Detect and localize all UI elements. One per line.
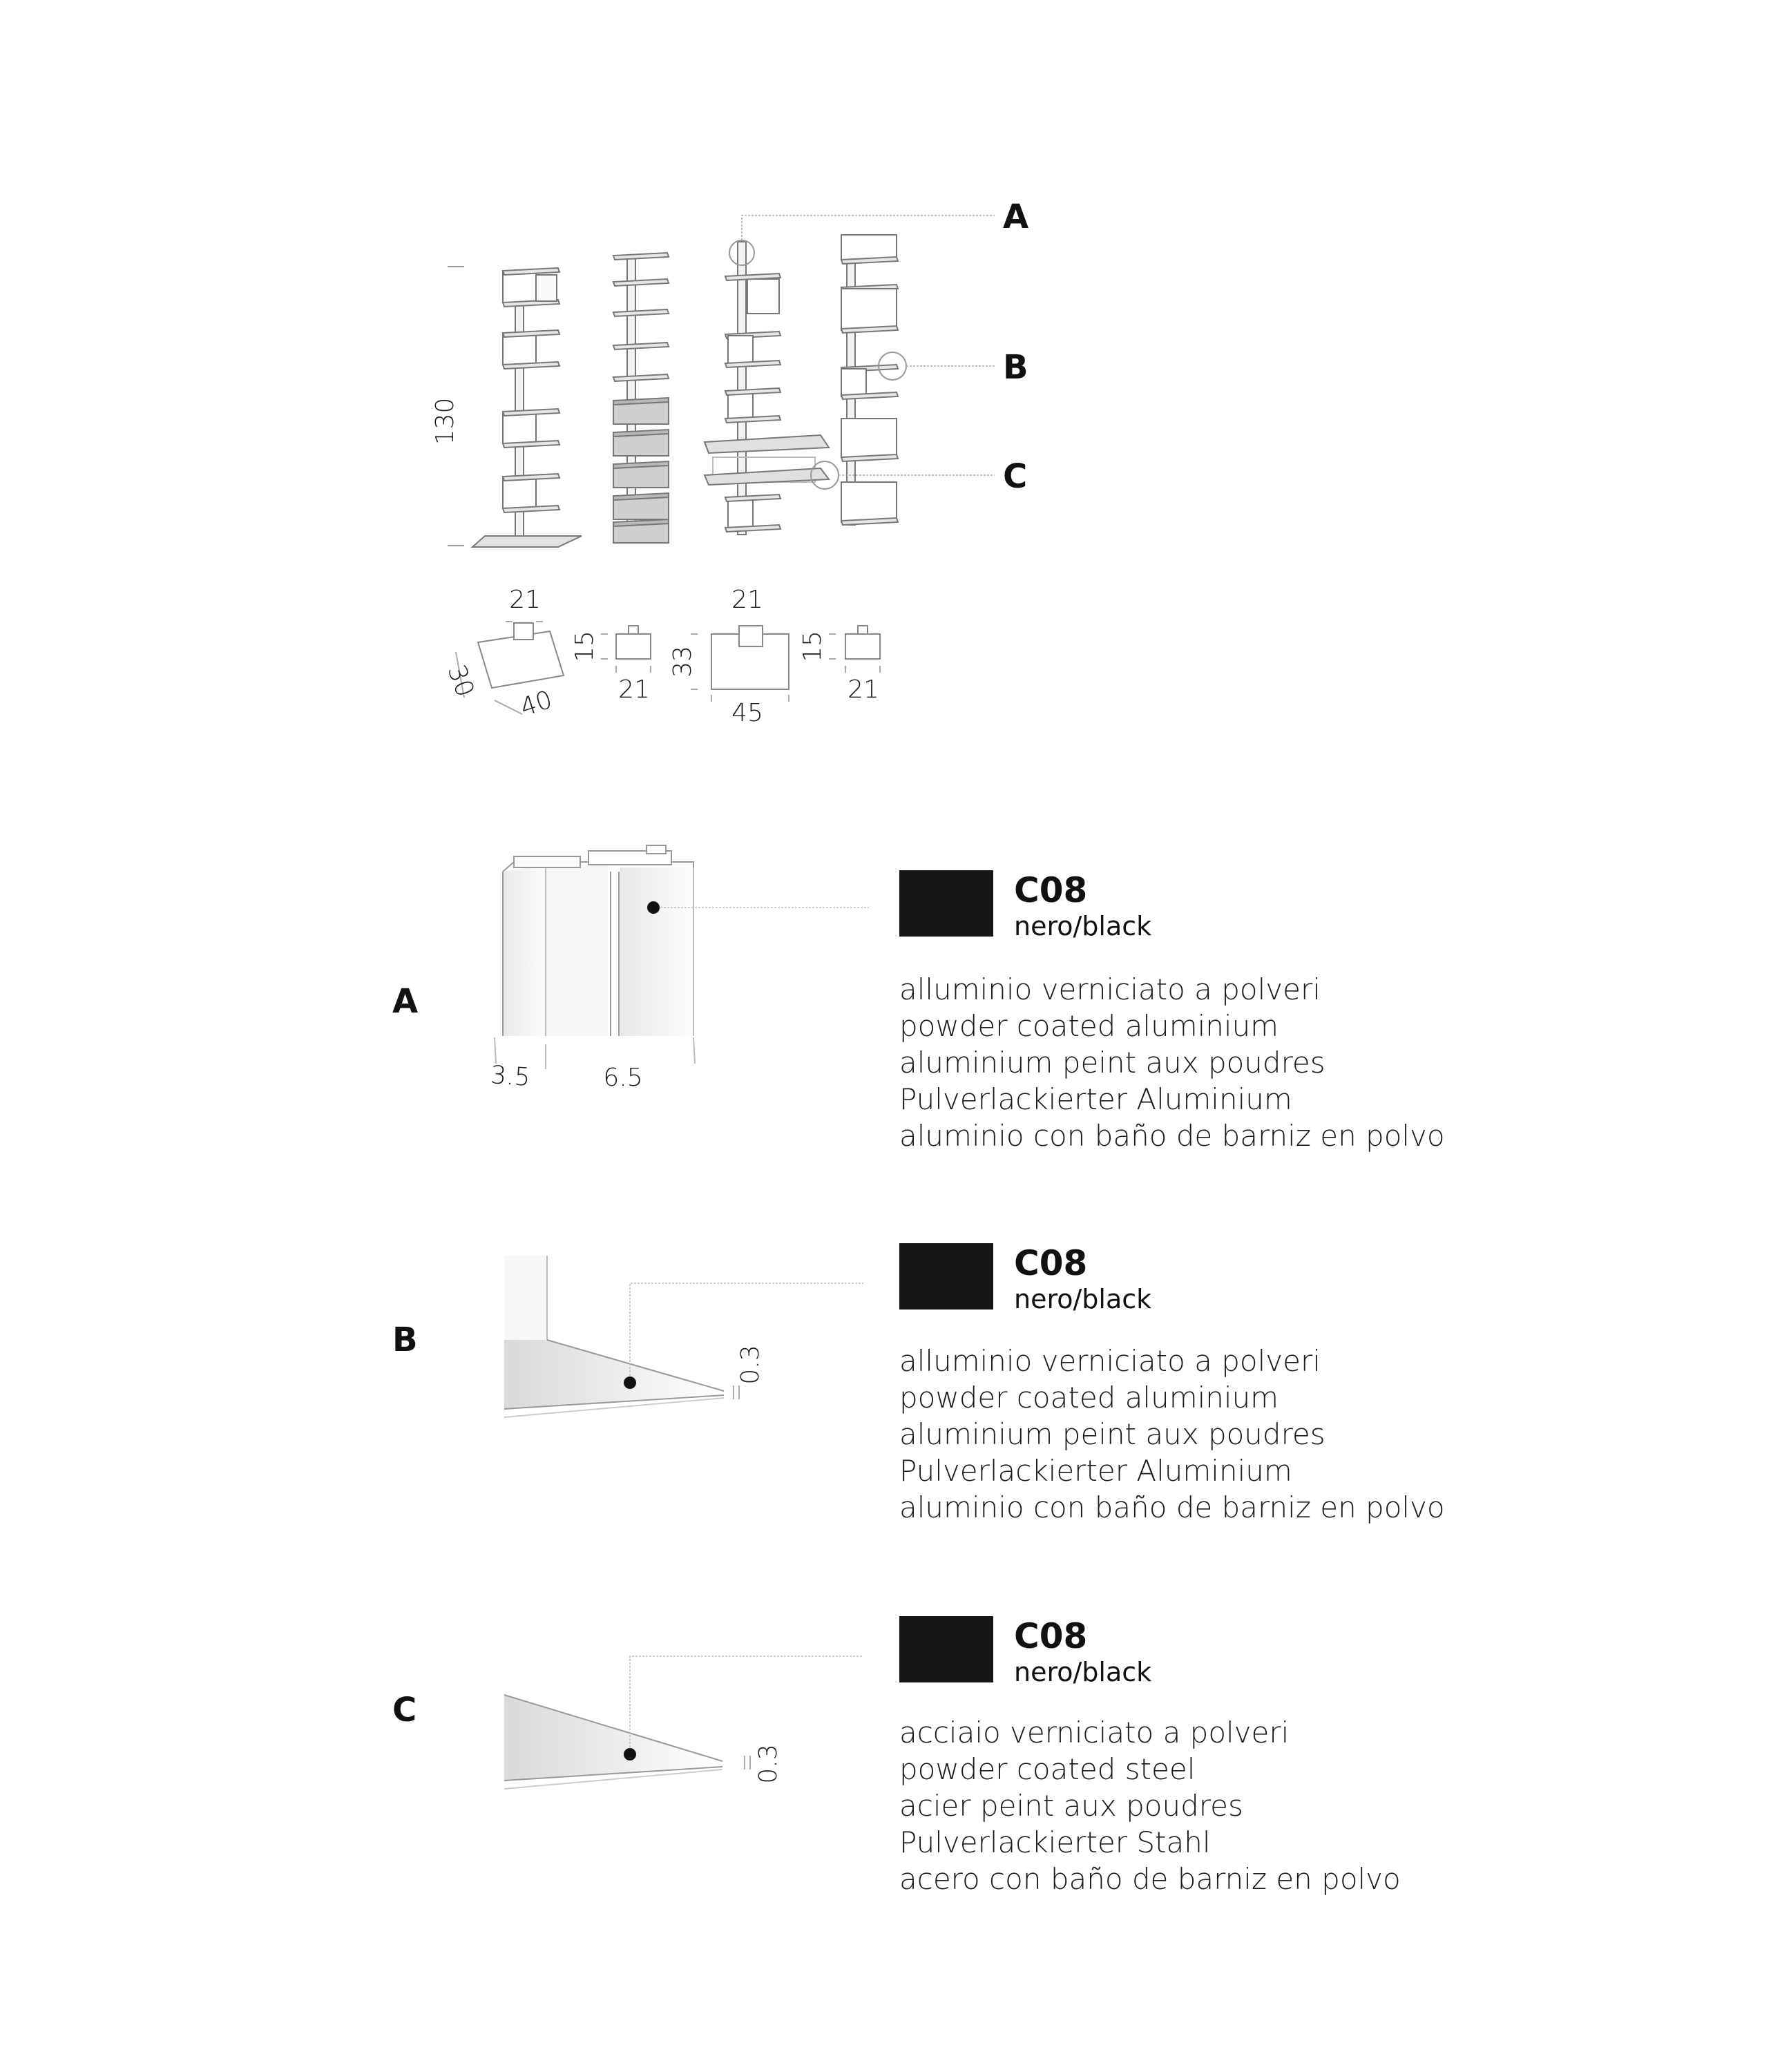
footprint-base [442, 586, 564, 722]
shelf1-depth-dim: 15 [571, 631, 599, 662]
callout-letter-c: C [1003, 457, 1028, 496]
color-swatch-c [899, 1616, 993, 1682]
base-length-dim: 40 [517, 685, 556, 722]
detail-a-dim-1: 3.5 [489, 1061, 531, 1092]
overview-drawing [431, 215, 995, 547]
material-text: Pulverlackierter Stahl [899, 1825, 1211, 1859]
material-text: aluminium peint aux poudres [899, 1417, 1325, 1451]
base-width-dim: 21 [509, 586, 541, 614]
table-width-top-dim: 21 [731, 586, 763, 614]
shelf1-width-dim: 21 [618, 675, 650, 704]
bookcase-tower-4 [841, 235, 906, 525]
shelf2-depth-dim: 15 [798, 631, 827, 662]
detail-c-dim: 0.3 [754, 1744, 783, 1784]
color-code-c: C08 [1014, 1616, 1088, 1656]
material-text: acciaio verniciato a polveri [899, 1716, 1290, 1749]
footprint-shelf-2 [798, 626, 880, 704]
material-list-b [899, 1343, 1445, 1526]
material-list-c [899, 1714, 1401, 1897]
bookcase-tower-3 [705, 240, 839, 535]
material-list-a [899, 971, 1445, 1154]
tower2-dark-shelf [613, 519, 669, 543]
material-text: Pulverlackierter Aluminium [899, 1082, 1292, 1116]
shelf2-width-dim: 21 [848, 675, 879, 704]
material-text: aluminio con baño de barniz en polvo [899, 1119, 1445, 1153]
footprint-drawings [442, 586, 880, 727]
color-swatch-a [899, 870, 993, 937]
tower1-cube [503, 268, 559, 307]
color-code-b: C08 [1014, 1243, 1088, 1283]
detail-b-point [624, 1376, 636, 1389]
detail-a-dim-2: 6.5 [603, 1064, 643, 1092]
table-width-dim: 45 [731, 699, 763, 727]
height-dimension [431, 267, 464, 546]
detail-a-point [647, 901, 660, 914]
bookcase-tower-1 [472, 268, 582, 547]
bookcase-tower-2 [613, 253, 669, 543]
detail-b-dim: 0.3 [736, 1345, 765, 1385]
tower2-dark-shelf [613, 398, 669, 424]
material-text: powder coated aluminium [899, 1009, 1279, 1043]
material-text: alluminio verniciato a polveri [899, 972, 1321, 1006]
color-name-c: nero/black [1014, 1657, 1152, 1687]
callout-letter-a: A [1003, 198, 1029, 236]
detail-c-shelf-profile [504, 1695, 750, 1789]
color-name-b: nero/black [1014, 1284, 1152, 1314]
base-depth-dim: 30 [441, 661, 479, 701]
height-dim-label: 130 [431, 397, 459, 445]
footprint-shelf-1 [571, 626, 651, 704]
tower3-table-top [705, 435, 829, 453]
detail-c-point [624, 1748, 636, 1761]
detail-c-leader [630, 1656, 863, 1747]
detail-a-column-profile [495, 845, 695, 1069]
section-letter-a: A [392, 982, 419, 1021]
section-letter-b: B [392, 1321, 418, 1359]
color-swatch-b [899, 1243, 993, 1310]
detail-b-shelf-profile [504, 1256, 739, 1417]
section-letter-c: C [392, 1691, 417, 1729]
material-text: aluminium peint aux poudres [899, 1046, 1325, 1080]
footprint-table [669, 586, 789, 727]
callout-letter-b: B [1003, 348, 1028, 387]
material-text: powder coated steel [899, 1752, 1196, 1786]
tower2-dark-shelf [613, 493, 669, 519]
tower1-cube [503, 474, 559, 512]
tower2-dark-shelf [613, 461, 669, 488]
material-text: acero con baño de barniz en polvo [899, 1862, 1401, 1896]
material-text: aluminio con baño de barniz en polvo [899, 1490, 1445, 1524]
tower3-table-bottom [705, 457, 829, 485]
tower2-dark-shelf [613, 430, 669, 456]
color-name-a: nero/black [1014, 911, 1152, 941]
material-text: powder coated aluminium [899, 1381, 1279, 1414]
color-code-a: C08 [1014, 870, 1088, 910]
tower1-cube [503, 409, 559, 448]
material-text: acier peint aux poudres [899, 1789, 1243, 1823]
material-text: Pulverlackierter Aluminium [899, 1454, 1292, 1488]
table-depth-dim: 33 [669, 646, 697, 678]
tower1-cube [503, 330, 559, 369]
tower1-base [472, 536, 582, 547]
material-text: alluminio verniciato a polveri [899, 1344, 1321, 1378]
